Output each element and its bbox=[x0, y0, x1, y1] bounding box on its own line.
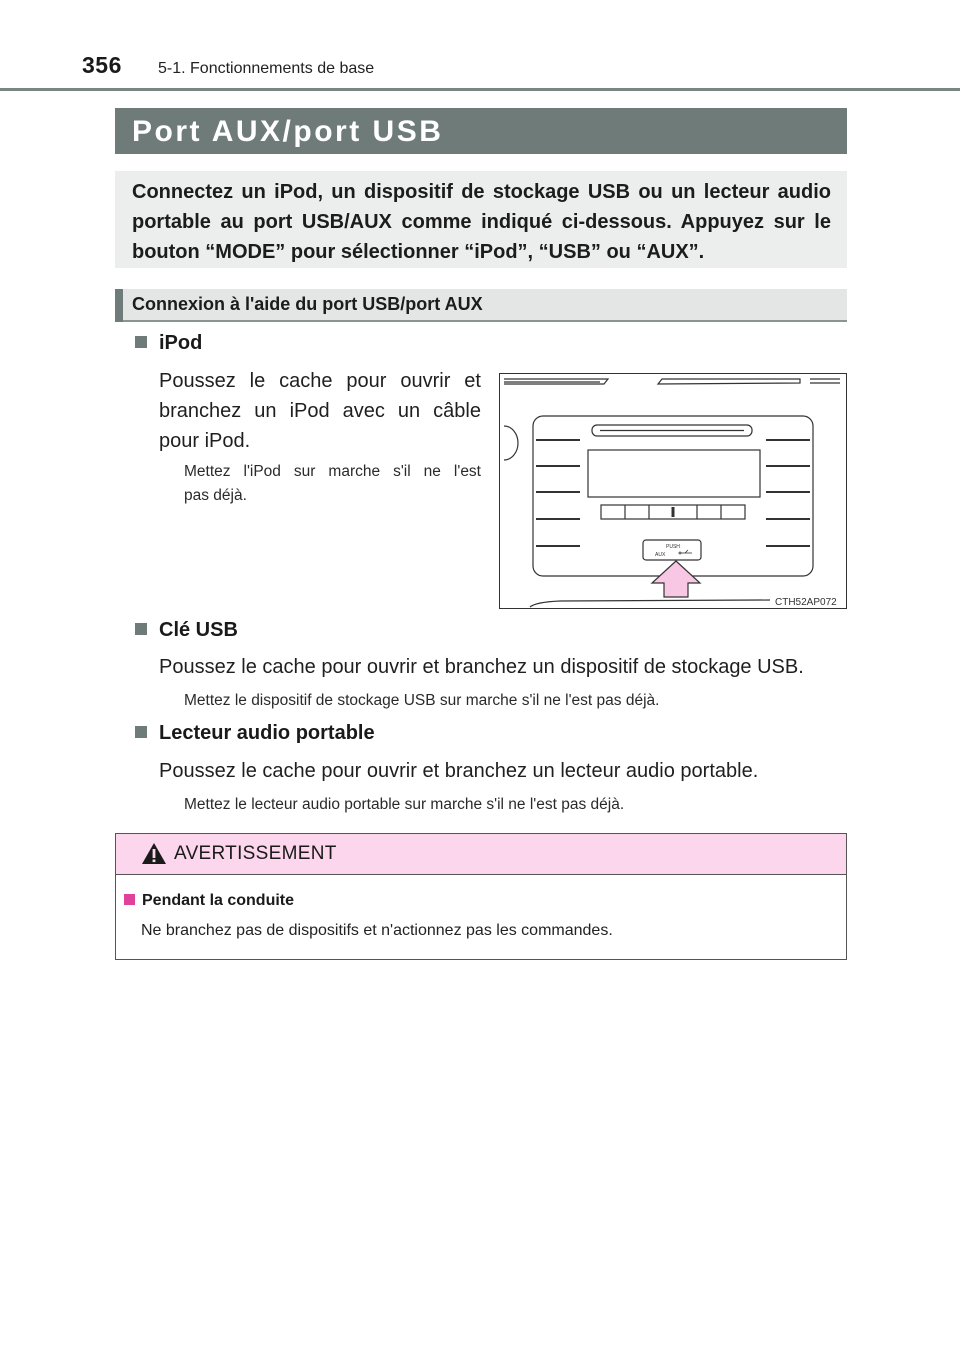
item-heading-text: Clé USB bbox=[159, 619, 238, 641]
item-body-portable: Poussez le cache pour ouvrir et branchez un lecteur audio portable. bbox=[159, 760, 759, 782]
item-heading-text: iPod bbox=[159, 332, 203, 354]
body-line: Poussez le cache pour ouvrir et bbox=[159, 370, 481, 392]
item-note-portable: Mettez le lecteur audio portable sur marche s'il ne l'est pas déjà. bbox=[184, 796, 625, 813]
item-heading-usb bbox=[135, 619, 238, 642]
pointer-arrow bbox=[652, 561, 700, 597]
port-label-push: PUSH bbox=[666, 544, 680, 550]
warning-item-heading-text: Pendant la conduite bbox=[142, 892, 295, 909]
warning-header bbox=[116, 834, 846, 875]
item-note-usb: Mettez le dispositif de stockage USB sur marche s'il ne l'est pas déjà. bbox=[184, 692, 660, 709]
square-bullet-icon bbox=[135, 726, 147, 738]
item-heading-text: Lecteur audio portable bbox=[159, 722, 375, 744]
page-title: Port AUX/port USB bbox=[132, 115, 444, 148]
square-bullet-icon bbox=[124, 894, 135, 905]
body-line: branchez un iPod avec un câble bbox=[159, 400, 481, 422]
section-heading bbox=[115, 289, 847, 322]
audio-unit-figure bbox=[499, 373, 847, 609]
page-number: 356 bbox=[82, 52, 122, 78]
item-body-usb: Poussez le cache pour ouvrir et branchez un dispositif de stockage USB. bbox=[159, 656, 804, 678]
header-rule bbox=[0, 88, 960, 91]
note-line: Mettez l'iPod sur marche s'il ne l'est bbox=[184, 463, 481, 480]
port-label-aux: AUX bbox=[655, 552, 666, 558]
title-bar bbox=[115, 108, 847, 154]
item-heading-portable bbox=[135, 722, 375, 745]
warning-triangle-icon bbox=[141, 842, 167, 865]
body-line: pour iPod. bbox=[159, 430, 251, 452]
note-line: pas déjà. bbox=[184, 487, 247, 504]
square-bullet-icon bbox=[135, 623, 147, 635]
item-note-ipod bbox=[184, 460, 481, 508]
item-heading-ipod bbox=[135, 332, 202, 355]
intro-box bbox=[115, 171, 847, 268]
warning-item-text: Ne branchez pas de dispositifs et n'actionnez pas les commandes. bbox=[141, 922, 613, 939]
square-bullet-icon bbox=[135, 336, 147, 348]
running-head: 5-1. Fonctionnements de base bbox=[158, 60, 375, 77]
figure-code: CTH52AP072 bbox=[775, 597, 837, 608]
usb-icon bbox=[679, 550, 692, 554]
section-heading-text: Connexion à l'aide du port USB/port AUX bbox=[132, 294, 483, 314]
audio-unit-illustration bbox=[500, 374, 846, 608]
warning-item-heading bbox=[124, 892, 294, 910]
intro-text: Connectez un iPod, un dispositif de stockage USB ou un lecteur audio portable au port USB/AUX comme indiqué ci-dessous. Appuyez sur le bouton “MODE” pour sélectionner “iPod”, “USB” ou “AUX”. bbox=[132, 181, 831, 263]
warning-box bbox=[115, 833, 847, 960]
warning-label: AVERTISSEMENT bbox=[174, 843, 337, 864]
item-body-ipod bbox=[159, 366, 481, 456]
